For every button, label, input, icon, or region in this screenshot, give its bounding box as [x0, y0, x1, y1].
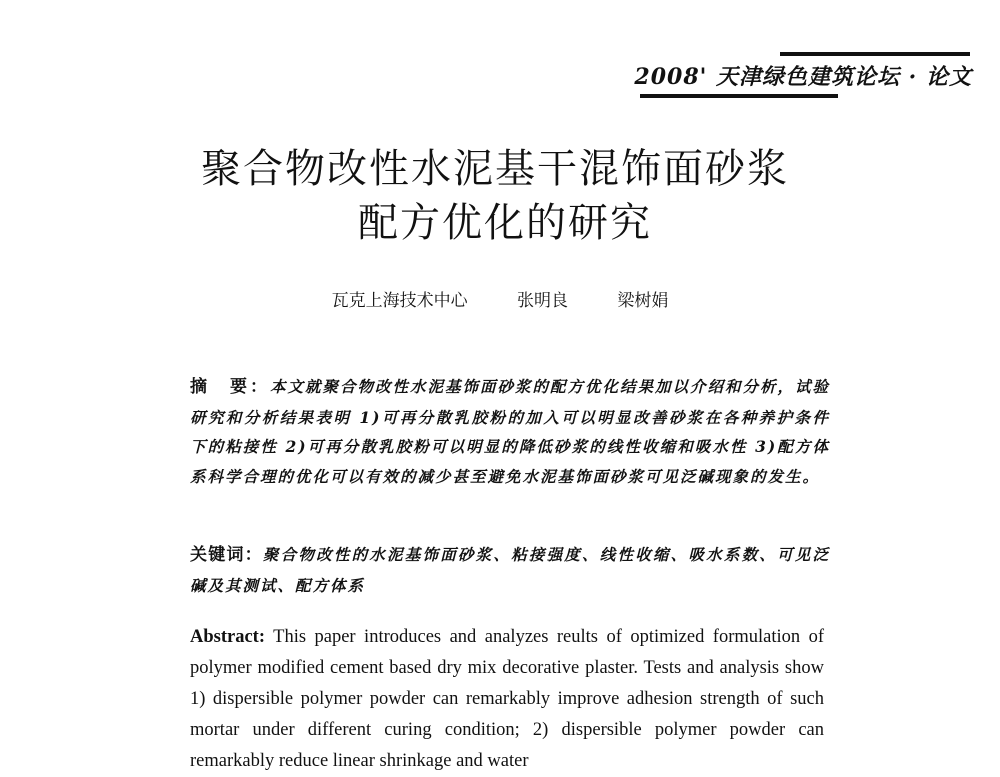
keywords-chinese	[190, 540, 830, 600]
title-line-2: 配方优化的研究	[358, 200, 652, 246]
abstract-english	[190, 622, 824, 777]
abstract-cn-label: 摘 要：	[190, 377, 270, 397]
title-line-1: 聚合物改性水泥基干混饰面砂浆	[201, 146, 789, 192]
abstract-cn-text: 本文就聚合物改性水泥基饰面砂浆的配方优化结果加以介绍和分析，试验研究和分析结果表明 1)可再分散乳胶粉的加入可以明显改善砂浆在各种养护条件下的粘接性 2)可再分散乳胶粉可以明显的降低砂浆的线性收缩和吸水性 3)配方体系科学合理的优化可以有效的减少甚至避免水泥基饰面砂浆可见泛碱现象的发生。	[190, 377, 831, 486]
abstract-chinese	[190, 372, 830, 491]
author-name: 张明良	[517, 291, 568, 311]
abstract-en-text: This paper introduces and analyzes reults of optimized formulation of polymer modified cement based dry mix decorative plaster. Tests and analysis show 1) dispersible polymer powder can remarkably improve adhesion strength of such mortar under different curing condition; 2) dispersible polymer powder can remarkably reduce linear shrinkage and water	[190, 627, 824, 771]
abstract-en-label: Abstract:	[190, 627, 266, 647]
keywords-cn-text: 聚合物改性的水泥基饰面砂浆、粘接强度、线性收缩、吸水系数、可见泛碱及其测试、配方体系	[190, 545, 830, 595]
author-line	[0, 286, 1000, 311]
paper-title	[0, 142, 1000, 250]
author-name: 梁树娟	[617, 291, 669, 311]
journal-header: 2008' 天津绿色建筑论坛 · 论文	[634, 64, 972, 90]
header-rule-top	[780, 52, 970, 56]
keywords-cn-label: 关键词：	[190, 545, 263, 565]
header-rule-bottom	[640, 94, 838, 98]
affiliation: 瓦克上海技术中心	[331, 291, 468, 311]
